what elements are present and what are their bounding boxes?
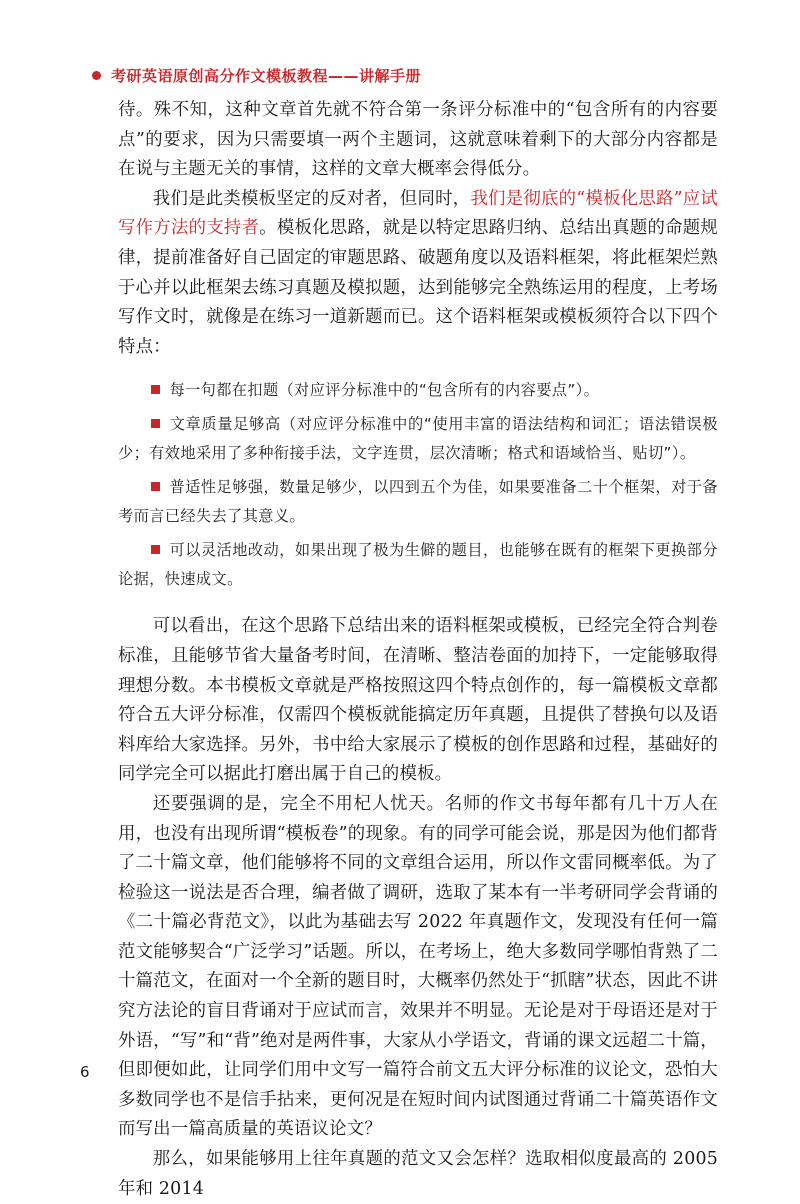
running-header <box>92 62 421 88</box>
red-square-bullet-icon <box>151 385 160 394</box>
paragraph-text: 。模板化思路，就是以特定思路归纳、总结出真题的命题规律，提前准备好自己固定的审题思路、破题角度以及语料框架，将此框架烂熟于心并以此框架去练习真题及模拟题，达到能够完全熟练运用的程度，上考场写作文时，就像是在练习一道新题而已。这个语料框架或模板须符合以下四个特点： <box>118 218 719 357</box>
header-bullet-icon <box>92 71 101 80</box>
paragraph-template-thinking <box>118 185 718 363</box>
paragraph-text: 我们是此类模板坚定的反对者，但同时， <box>152 188 471 209</box>
feature-list <box>118 376 718 594</box>
feature-item <box>118 376 718 405</box>
paragraph-emphasis: 还要强调的是，完全不用杞人忧天。名师的作文书每年都有几十万人在用，也没有出现所谓“模板卷”的现象。有的同学可能会说，那是因为他们都背了二十篇文章，他们能够将不同的文章组合运用，所以作文雷同概率低。为了检验这一说法是否合理，编者做了调研，选取了某本有一半考研同学会背诵的《二十篇必背范文》，以此为基础去写 2022 年真题作文，发现没有任何一篇范文能够契合“广泛学习”话题。所以，在考场上，绝大多数同学哪怕背熟了二十篇范文，在面对一个全新的题目时，大概率仍然处于“抓瞎”状态，因此不讲究方法论的盲目背诵对于应试而言，效果并不明显。无论是对于母语还是对于外语，“写”和“背”绝对是两件事，大家从小学语文，背诵的课文远超二十篇，但即便如此，让同学们用中文写一篇符合前文五大评分标准的议论文，恐怕大多数同学也不是信手拈来，更何况是在短时间内试图通过背诵二十篇英语作文而写出一篇高质量的英语议论文？ <box>118 793 718 1140</box>
paragraph-summary: 可以看出，在这个思路下总结出来的语料框架或模板，已经完全符合判卷标准，且能够节省大量备考时间，在清晰、整洁卷面的加持下，一定能够取得理想分数。本书模板文章就是严格按照这四个特点创作的，每一篇模板文章都符合五大评分标准，仅需四个模板就能搞定历年真题，且提供了替换句以及语料库给大家选择。另外，书中给大家展示了模板的创作思路和过程，基础好的同学完全可以据此打磨出属于自己的模板。 <box>118 616 718 785</box>
feature-item <box>118 410 718 468</box>
feature-item <box>118 473 718 531</box>
feature-text: 每一句都在扣题（对应评分标准中的“包含所有的内容要点”）。 <box>169 381 600 400</box>
red-square-bullet-icon <box>151 545 160 554</box>
paragraph-continued: 待。殊不知，这种文章首先就不符合第一条评分标准中的“包含所有的内容要点”的要求，因为只需要填一两个主题词，这就意味着剩下的大部分内容都是在说与主题无关的事情，这样的文章大概率会得低分。 <box>118 100 718 180</box>
feature-text: 文章质量足够高（对应评分标准中的“使用丰富的语法结构和词汇；语法错误极少；有效地采用了多种衔接手法，文字连贯，层次清晰；格式和语域恰当、贴切”）。 <box>118 415 718 463</box>
header-title: 考研英语原创高分作文模板教程——讲解手册 <box>111 66 422 85</box>
highlighted-statement: 我们是彻底的“模板化思路”应试写作方法的支持者 <box>118 188 718 239</box>
feature-text: 普适性足够强，数量足够少，以四到五个为佳，如果要准备二十个框架，对于备考而言已经失去了其意义。 <box>118 478 718 526</box>
paragraph-closing: 那么，如果能够用上往年真题的范文又会怎样？选取相似度最高的 2005 年和 2014 <box>118 1149 718 1199</box>
red-square-bullet-icon <box>151 419 160 428</box>
feature-item <box>118 536 718 594</box>
red-square-bullet-icon <box>151 482 160 491</box>
feature-text: 可以灵活地改动，如果出现了极为生僻的题目，也能够在既有的框架下更换部分论据，快速成文。 <box>118 541 718 589</box>
page-number: 6 <box>80 1063 90 1081</box>
body-content <box>118 96 718 1204</box>
